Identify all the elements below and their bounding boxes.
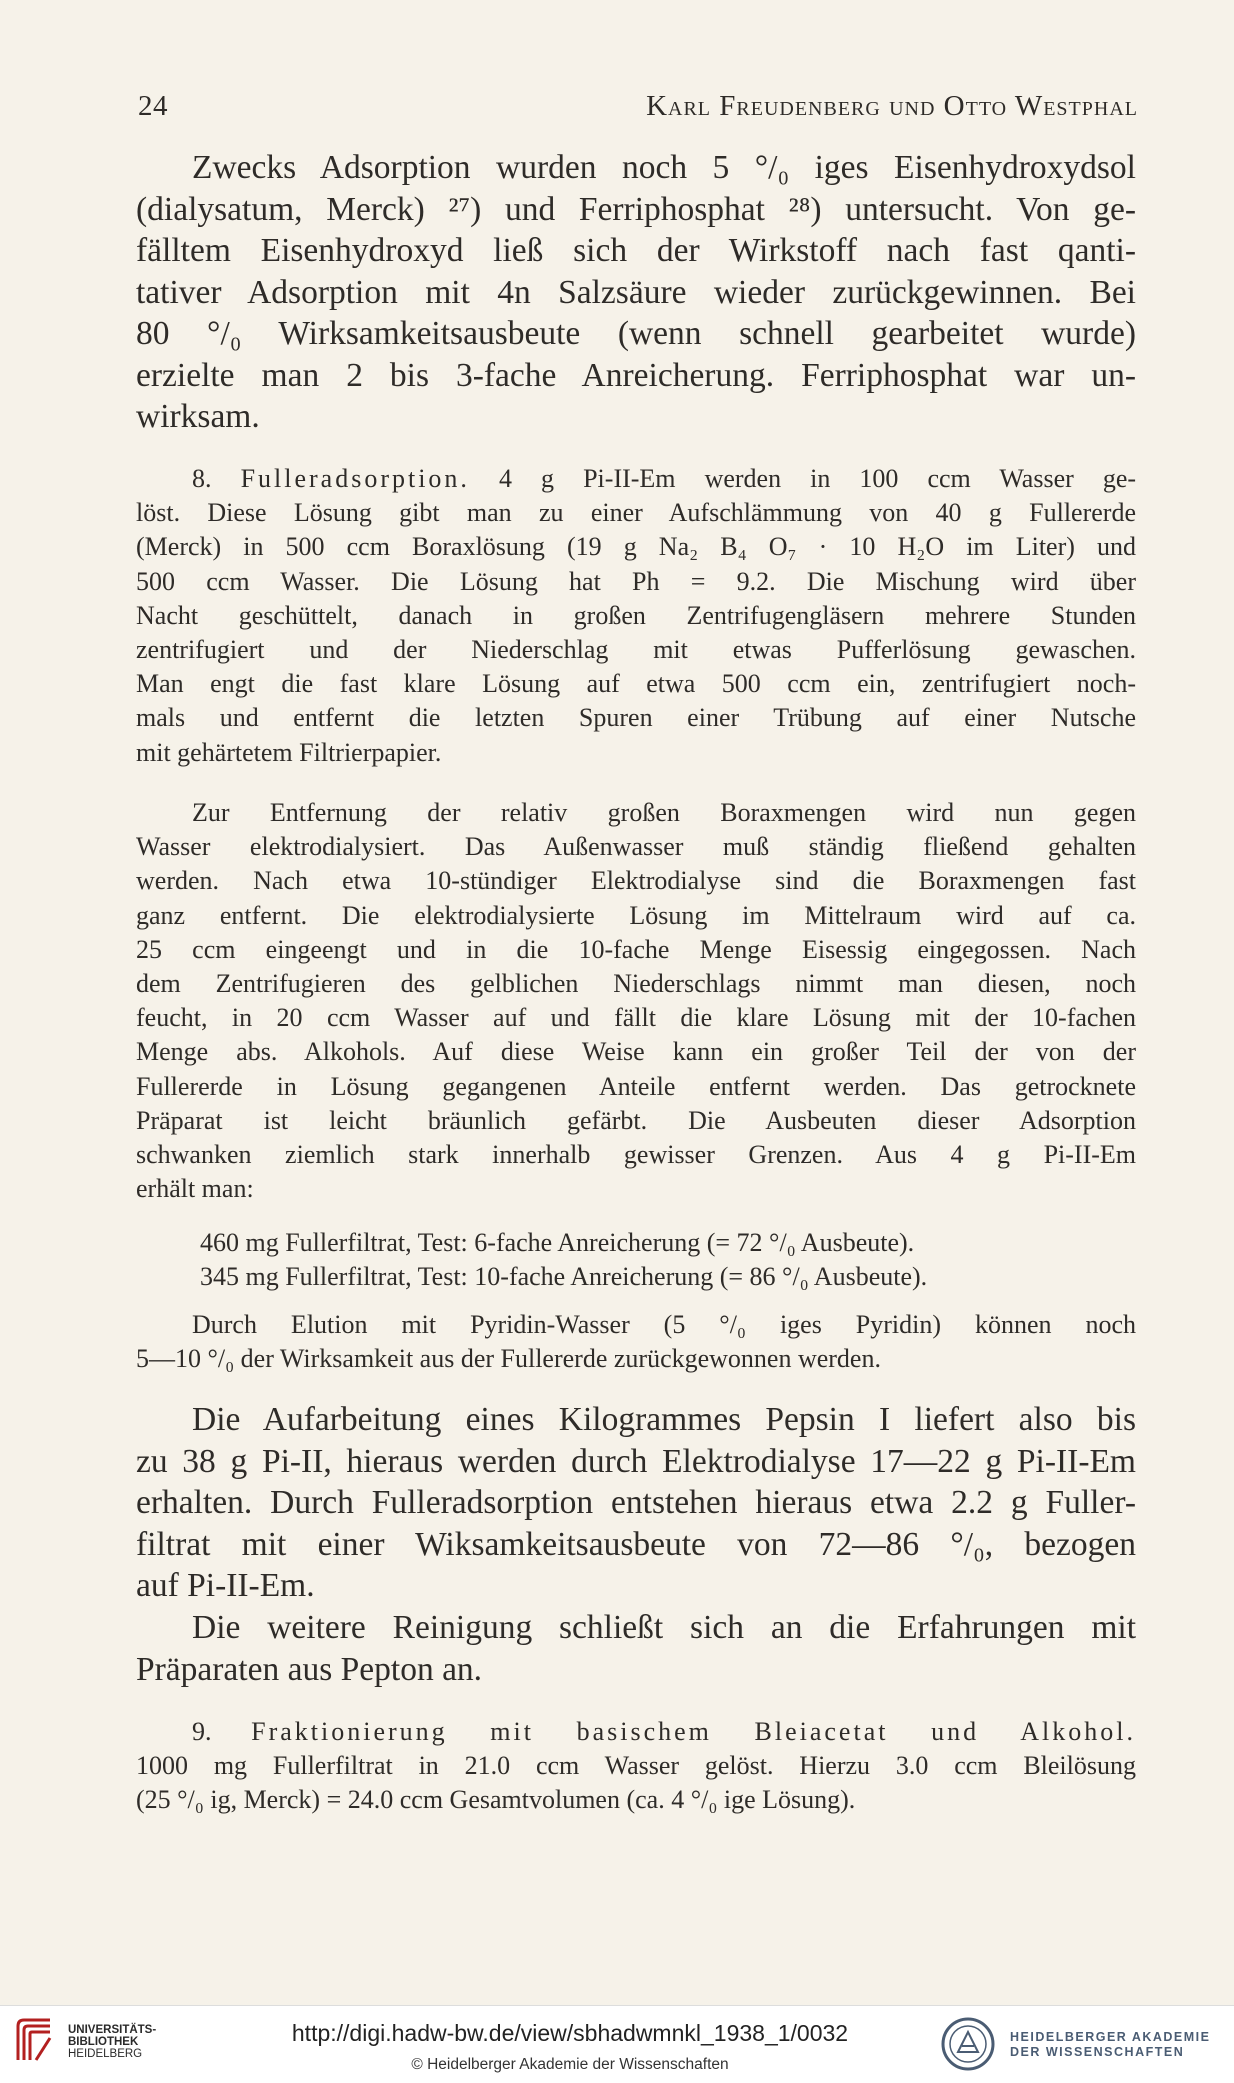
source-url-link[interactable]: http://digi.hadw-bw.de/view/sbhadwmnkl_1938_1/0032 <box>291 2020 849 2046</box>
text-line: Menge abs. Alkohols. Auf diese Weise kann ein großer Teil der von der <box>136 1037 1136 1067</box>
text-line: Nacht geschüttelt, danach in großen Zentrifugengläsern mehrere Stunden <box>136 600 1136 630</box>
text-line: 5—10 °/₀ der Wirksamkeit aus der Fullererde zurückgewonnen werden. <box>136 1344 881 1374</box>
text-line: löst. Diese Lösung gibt man zu einer Aufschlämmung von 40 g Fullererde <box>136 498 1136 528</box>
text-line: wirksam. <box>136 398 260 435</box>
text-line: mit gehärtetem Filtrierpapier. <box>136 737 442 767</box>
text-line: mals und entfernt die letzten Spuren einer Trübung auf einer Nutsche <box>136 703 1136 733</box>
text-line: Durch Elution mit Pyridin-Wasser (5 °/₀ iges Pyridin) können noch <box>192 1310 1136 1339</box>
section-heading: Fulleradsorption. <box>240 464 470 493</box>
digitization-footer <box>0 2005 1234 2083</box>
text-line: ganz entfernt. Die elektrodialysierte Lösung im Mittelraum wird auf ca. <box>136 900 1136 930</box>
copyright-notice: © Heidelberger Akademie der Wissenschaften <box>411 2056 729 2073</box>
text-line: 80 °/₀ Wirksamkeitsausbeute (wenn schnell gearbeitet wurde) <box>136 315 1136 352</box>
text-line: Man engt die fast klare Lösung auf etwa 500 ccm ein, zentrifugiert noch- <box>136 669 1136 699</box>
paragraph-elution <box>136 1308 1136 1376</box>
result-line: 345 mg Fullerfiltrat, Test: 10-fache Anreicherung (= 86 °/₀ Ausbeute). <box>200 1262 928 1291</box>
text-line: Wasser elektrodialysiert. Das Außenwasser muß ständig fließend gehalten <box>136 832 1136 862</box>
text-line: 1000 mg Fullerfiltrat in 21.0 ccm Wasser gelöst. Hierzu 3.0 ccm Bleilösung <box>136 1751 1136 1781</box>
section-8-fulleradsorption <box>136 462 1136 770</box>
section-9-fraktionierung <box>136 1715 1136 1818</box>
text-line: auf Pi-II-Em. <box>136 1567 315 1604</box>
text-line: tativer Adsorption mit 4n Salzsäure wieder zurückgewinnen. Bei <box>136 273 1136 311</box>
library-mark-icon <box>14 2016 56 2066</box>
academy-seal-icon <box>940 2016 996 2072</box>
logo-line: HEIDELBERGER AKADEMIE <box>1010 2030 1211 2044</box>
running-head: Karl Freudenberg und Otto Westphal <box>646 90 1138 122</box>
text-line <box>136 1715 1136 1749</box>
academy-logo[interactable] <box>940 2016 1220 2072</box>
logo-line: BIBLIOTHEK <box>68 2036 139 2048</box>
text-line: Präparat ist leicht bräunlich gefärbt. Die Ausbeuten dieser Adsorption <box>136 1105 1136 1135</box>
text-line: zu 38 g Pi-II, hieraus werden durch Elektrodialyse 17—22 g Pi-II-Em <box>136 1442 1136 1480</box>
results-list <box>200 1226 1135 1294</box>
page-number: 24 <box>138 90 168 122</box>
logo-line: HEIDELBERG <box>68 2048 143 2060</box>
text-line: 25 ccm eingeengt und in die 10-fache Menge Eisessig eingegossen. Nach <box>136 934 1136 964</box>
text-line: schwanken ziemlich stark innerhalb gewisser Grenzen. Aus 4 g Pi-II-Em <box>136 1140 1136 1170</box>
text-line: Fullererde in Lösung gegangenen Anteile entfernt werden. Das getrocknete <box>136 1071 1136 1101</box>
text-line: erzielte man 2 bis 3-fache Anreicherung. Ferriphosphat war un- <box>136 356 1136 394</box>
text-line: zentrifugiert und der Niederschlag mit etwas Pufferlösung gewaschen. <box>136 635 1136 665</box>
paragraph-summary <box>136 1399 1136 1607</box>
text-line: fälltem Eisenhydroxyd ließ sich der Wirkstoff nach fast qanti- <box>136 232 1136 269</box>
text-line: Präparaten aus Pepton an. <box>136 1650 483 1688</box>
text-line-rest: 4 g Pi-II-Em werden in 100 ccm Wasser ge- <box>499 464 1137 493</box>
text-line: Zur Entfernung der relativ großen Boraxmengen wird nun gegen <box>192 798 1136 827</box>
logo-line: UNIVERSITÄTS- <box>68 2024 157 2036</box>
text-line: erhält man: <box>136 1174 254 1204</box>
logo-line: DER WISSENSCHAFTEN <box>1010 2045 1185 2059</box>
text-line: dem Zentrifugieren des gelblichen Niederschlags nimmt man diesen, noch <box>136 969 1136 999</box>
university-library-logo[interactable] <box>14 2016 184 2066</box>
text-line: Die weitere Reinigung schließt sich an die Erfahrungen mit <box>192 1609 1136 1646</box>
section-heading: Fraktionierung mit basischem Bleiacetat und Alkohol. <box>251 1717 1137 1746</box>
paragraph-boraxmengen <box>136 796 1136 1206</box>
text-line: (Merck) in 500 ccm Boraxlösung (19 g Na₂ B₄ O₇ · 10 H₂O im Liter) und <box>136 532 1136 562</box>
text-line: filtrat mit einer Wiksamkeitsausbeute von 72—86 °/₀, bezogen <box>136 1525 1136 1563</box>
section-number: 8. <box>192 464 212 493</box>
text-line: erhalten. Durch Fulleradsorption entstehen hieraus etwa 2.2 g Fuller- <box>136 1484 1136 1521</box>
paragraph-reinigung <box>136 1607 1136 1690</box>
text-line: (dialysatum, Merck) ²⁷) und Ferriphosphat ²⁸) untersucht. Von ge- <box>136 190 1136 228</box>
text-line: 500 ccm Wasser. Die Lösung hat Ph = 9.2. Die Mischung wird über <box>136 566 1136 596</box>
paragraph-adsorption <box>136 147 1136 438</box>
text-line: Die Aufarbeitung eines Kilogrammes Pepsin I liefert also bis <box>192 1401 1136 1438</box>
section-number: 9. <box>192 1717 212 1746</box>
text-line: (25 °/₀ ig, Merck) = 24.0 ccm Gesamtvolumen (ca. 4 °/₀ ige Lösung). <box>136 1785 856 1815</box>
text-line: feucht, in 20 ccm Wasser auf und fällt die klare Lösung mit der 10-fachen <box>136 1003 1136 1033</box>
text-line: werden. Nach etwa 10-stündiger Elektrodialyse sind die Boraxmengen fast <box>136 866 1136 896</box>
text-line: Zwecks Adsorption wurden noch 5 °/₀ iges Eisenhydroxydsol <box>192 149 1136 186</box>
text-line <box>136 462 1136 496</box>
result-line: 460 mg Fullerfiltrat, Test: 6-fache Anreicherung (= 72 °/₀ Ausbeute). <box>200 1228 915 1257</box>
